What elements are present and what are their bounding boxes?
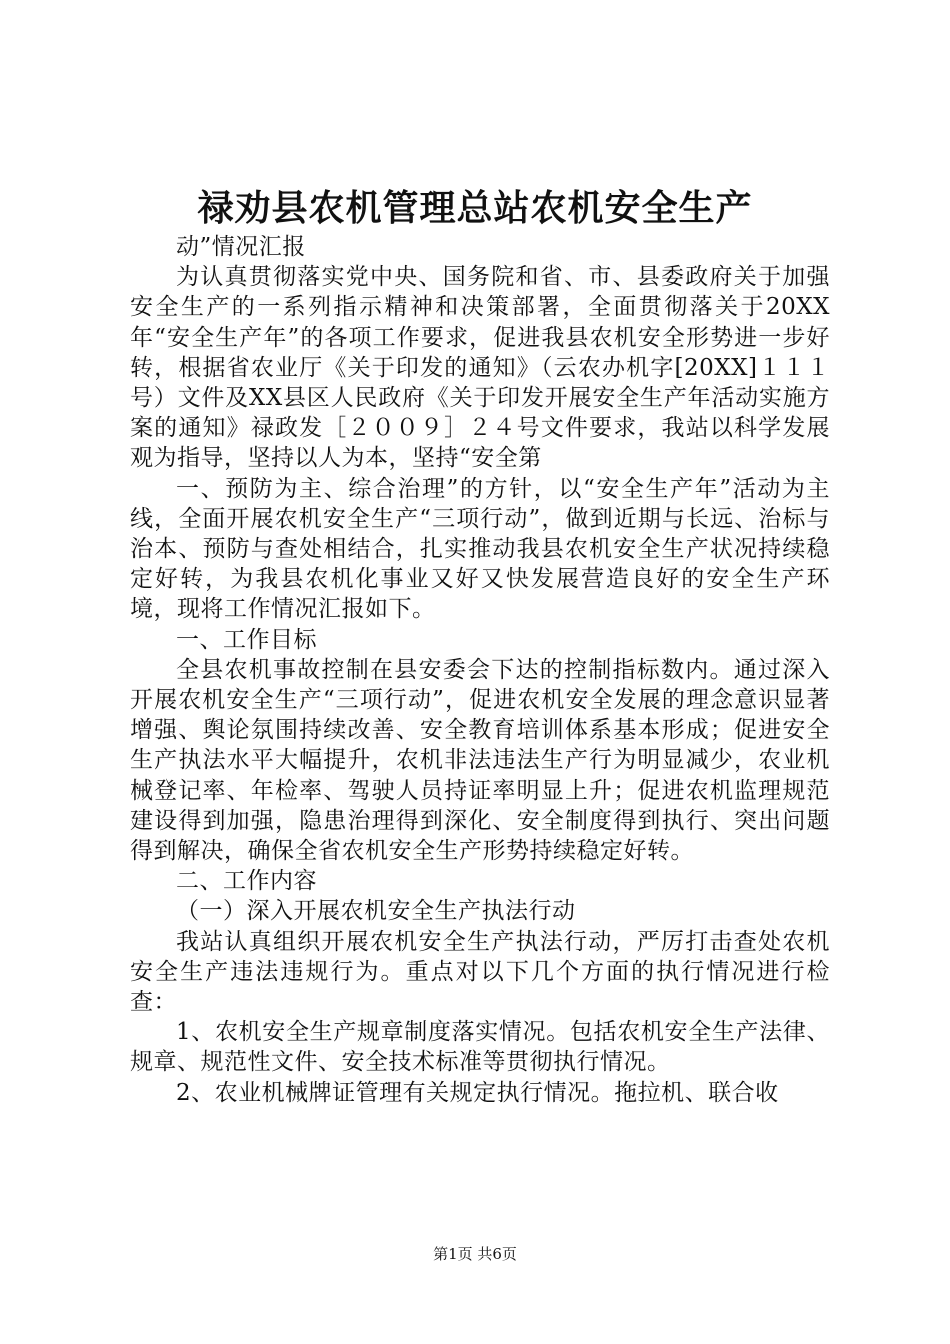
heading-work-goals: 一、工作目标 xyxy=(176,626,317,653)
heading-work-content: 二、工作内容 xyxy=(176,868,317,895)
subheading-enforcement: （一）深入开展农机安全生产执法行动 xyxy=(176,898,576,925)
document-title: 禄劝县农机管理总站农机安全生产 xyxy=(197,187,753,229)
document-body xyxy=(130,232,830,1108)
paragraph-enforcement: 我站认真组织开展农机安全生产执法行动，严厉打击查处农机安全生产违法违规行为。重点对以下几个方面的执行情况进行检查： xyxy=(130,928,830,1016)
paragraph-work-goals: 全县农机事故控制在县安委会下达的控制指标数内。通过深入开展农机安全生产“三项行动”，促进农机安全发展的理念意识显著增强、舆论氛围持续改善、安全教育培训体系基本形成；促进安全生产执法水平大幅提升，农机非法违法生产行为明显减少，农业机械登记率、年检率、驾驶人员持证率明显上升；促进农机监理规范建设得到加强，隐患治理得到深化、安全制度得到执行、突出问题得到解决，确保全省农机安全生产形势持续稳定好转。 xyxy=(130,656,830,865)
paragraph-subtitle: 动”情况汇报 xyxy=(176,234,306,260)
list-item-2: 2、农业机械牌证管理有关规定执行情况。拖拉机、联合收 xyxy=(176,1079,779,1106)
paragraph-intro: 为认真贯彻落实党中央、国务院和省、市、县委政府关于加强安全生产的一系列指示精神和决策部署，全面贯彻落关于20XX年“安全生产年”的各项工作要求，促进我县农机安全形势进一步好转，根据省农业厅《关于印发的通知》（云农办机字[20XX]１１１号）文件及XX县区人民政府《关于印发开展安全生产年活动实施方案的通知》禄政发［２００９］２４号文件要求，我站以科学发展观为指导，坚持以人为本，坚持“安全第 xyxy=(130,264,830,472)
page-footer: 第1页 共6页 xyxy=(433,1245,517,1263)
paragraph-policy: 一、预防为主、综合治理”的方针，以“安全生产年”活动为主线，全面开展农机安全生产“三项行动”，做到近期与长远、治标与治本、预防与查处相结合，扎实推动我县农机安全生产状况持续稳定好转，为我县农机化事业又好又快发展营造良好的安全生产环境，现将工作情况汇报如下。 xyxy=(130,475,830,623)
list-item-1: 1、农机安全生产规章制度落实情况。包括农机安全生产法律、规章、规范性文件、安全技术标准等贯彻执行情况。 xyxy=(130,1019,830,1076)
